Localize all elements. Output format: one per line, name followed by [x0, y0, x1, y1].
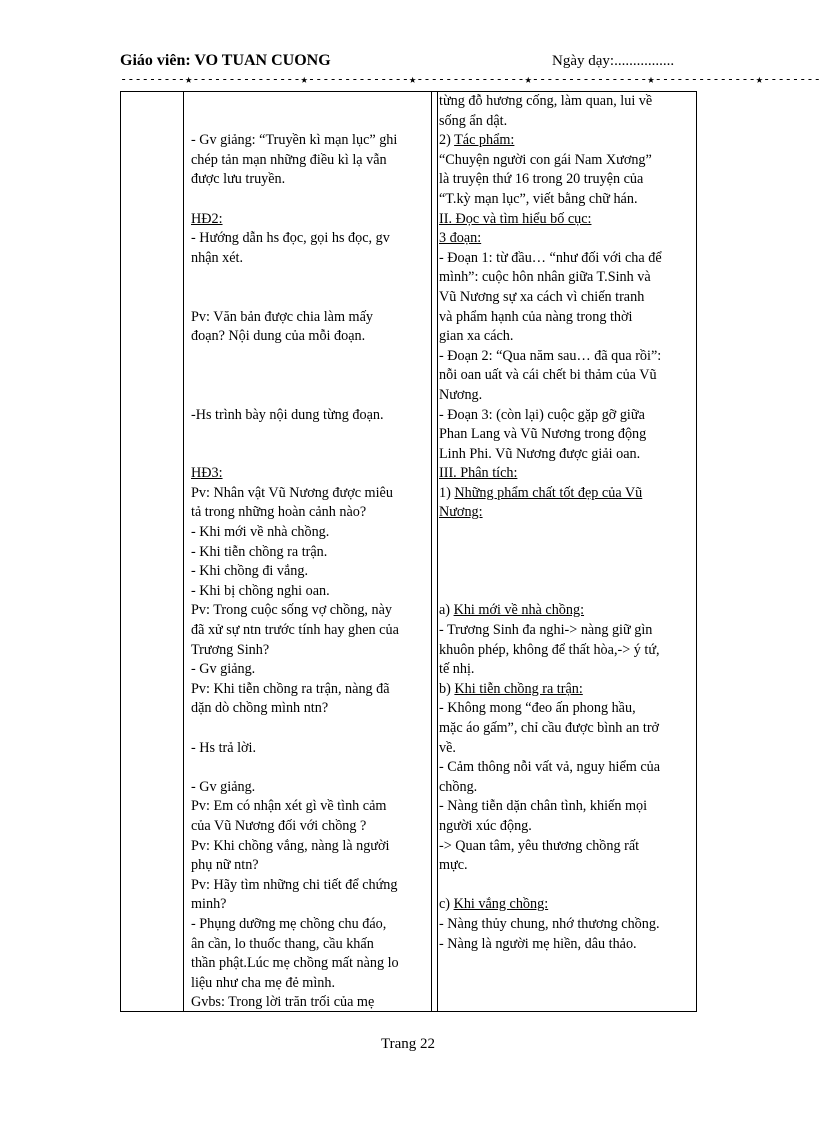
text-line: HĐ2: [191, 210, 223, 227]
text-line [191, 268, 399, 288]
text-line: - Đoạn 1: từ đầu… “như đối với cha để [439, 249, 662, 266]
text-line: - Hướng dẫn hs đọc, gọi hs đọc, gv [191, 230, 390, 247]
text-line [191, 366, 399, 386]
text-line: - Nàng thủy chung, nhớ thương chồng. [439, 915, 660, 932]
text-line [191, 445, 399, 465]
text-line [439, 543, 662, 563]
line-prefix: b) [439, 680, 455, 697]
text-line: mực. [439, 857, 468, 874]
text-line: của Vũ Nương đối với chồng ? [191, 817, 367, 834]
text-line: - Gv giảng: “Truyền kì mạn lục” ghi [191, 132, 398, 149]
text-line: thần phật.Lúc mẹ chồng mất nàng lo [191, 955, 399, 972]
text-line: Nương. [439, 386, 483, 403]
underlined-heading: Khi tiễn chồng ra trận: [454, 680, 583, 697]
text-line: chép tản mạn những điều kì lạ vẫn [191, 151, 387, 168]
column-divider [431, 92, 432, 1011]
text-line: Vũ Nương sự xa cách vì chiến tranh [439, 288, 645, 305]
text-line: dặn dò chồng mình ntn? [191, 700, 329, 717]
text-line: - Đoạn 3: (còn lại) cuộc gặp gỡ giữa [439, 406, 645, 423]
text-line: Linh Phi. Vũ Nương được giải oan. [439, 445, 641, 462]
text-line: - Khi mới về nhà chồng. [191, 524, 330, 541]
text-line: 3 đoạn: [439, 230, 482, 247]
underlined-heading: Khi mới về nhà chồng: [453, 602, 585, 619]
line-prefix: c) [439, 896, 454, 913]
text-line [439, 895, 662, 915]
lesson-table [120, 91, 697, 1012]
text-line: - Khi tiễn chồng ra trận. [191, 543, 328, 560]
text-line: và phẩm hạnh của nàng trong thời [439, 308, 633, 325]
text-line: tế nhị. [439, 661, 475, 678]
text-line [191, 758, 399, 778]
text-line: - Nàng tiễn dặn chân tình, khiến mọi [439, 798, 648, 815]
underlined-heading: Khi vắng chồng: [453, 896, 549, 913]
text-line: Pv: Nhân vật Vũ Nương được miêu [191, 484, 393, 501]
text-line [191, 719, 399, 739]
text-line: Pv: Hãy tìm những chi tiết để chứng [191, 876, 398, 893]
text-line: Pv: Em có nhận xét gì về tình cảm [191, 798, 387, 815]
column-divider [437, 92, 438, 1011]
text-line: nhận xét. [191, 249, 244, 266]
text-line: -> Quan tâm, yêu thương chồng rất [439, 837, 640, 854]
teacher-label: Giáo viên: VO TUAN CUONG [120, 52, 331, 69]
text-line: người xúc động. [439, 817, 532, 834]
page-header [120, 52, 700, 74]
text-line: là truyện thứ 16 trong 20 truyện của [439, 171, 644, 188]
text-line: được lưu truyền. [191, 171, 286, 188]
text-line: gian xa cách. [439, 328, 514, 345]
text-line: ân cần, lo thuốc thang, cầu khấn [191, 935, 374, 952]
text-line: - Khi bị chồng nghi oan. [191, 582, 330, 599]
text-line: phụ nữ ntn? [191, 857, 259, 874]
text-line: mình”: cuộc hôn nhân giữa T.Sinh và [439, 269, 651, 286]
text-line: nỗi oan uất và cái chết bi thảm của Vũ [439, 367, 657, 384]
text-line: từng đỗ hương cống, làm quan, lui về [439, 93, 653, 109]
text-line [191, 92, 399, 112]
text-line: Pv: Khi tiễn chồng ra trận, nàng đã [191, 680, 390, 697]
text-line [191, 386, 399, 406]
text-line: khuôn phép, không để thất hòa,-> ý tứ, [439, 641, 660, 658]
line-prefix: 1) [439, 484, 455, 501]
text-line: Pv: Văn bản được chia làm mấy [191, 308, 373, 325]
underlined-heading: Tác phẩm: [454, 132, 515, 149]
text-line [439, 601, 662, 621]
text-line: minh? [191, 896, 227, 913]
text-line: II. Đọc và tìm hiểu bố cục: [439, 210, 592, 227]
text-line [191, 347, 399, 367]
text-line: HĐ3: [191, 465, 223, 482]
text-line: Pv: Trong cuộc sống vợ chồng, này [191, 602, 393, 619]
text-line: Pv: Khi chồng vắng, nàng là người [191, 837, 390, 854]
text-line: - Không mong “đeo ấn phong hầu, [439, 700, 636, 717]
text-line: “T.kỳ mạn lục”, viết bằng chữ hán. [439, 190, 638, 207]
text-line [191, 425, 399, 445]
text-line: - Gv giảng. [191, 661, 256, 678]
text-line: chồng. [439, 778, 478, 795]
text-line [439, 523, 662, 543]
text-line: - Trương Sinh đa nghi-> nàng giữ gìn [439, 622, 653, 639]
text-line [439, 562, 662, 582]
text-line [439, 484, 662, 504]
text-line [439, 680, 662, 700]
teaching-date-label: Ngày dạy:................ [552, 53, 675, 69]
text-line [191, 288, 399, 308]
text-line: - Nàng là người mẹ hiền, dâu thảo. [439, 935, 637, 952]
text-line: Nương: [439, 504, 483, 521]
text-line: III. Phân tích: [439, 465, 518, 482]
text-line: - Khi chồng đi vắng. [191, 563, 309, 580]
text-line: - Phụng dưỡng mẹ chồng chu đáo, [191, 915, 387, 932]
text-line: đoạn? Nội dung của mỗi đoạn. [191, 328, 366, 345]
text-line: Phan Lang và Vũ Nương trong động [439, 426, 647, 443]
text-line: -Hs trình bày nội dung từng đoạn. [191, 406, 384, 423]
lesson-content-column [439, 92, 662, 954]
text-line [439, 876, 662, 896]
text-line [439, 131, 662, 151]
text-line [191, 112, 399, 132]
teacher-activities-column [191, 92, 399, 1013]
page-number: Trang 22 [380, 1036, 436, 1052]
text-line: - Hs trả lời. [191, 739, 257, 756]
line-prefix: 2) [439, 132, 455, 149]
star-divider: ---------★---------------★--------------★---------------★----------------★--------------★-------- [120, 72, 821, 86]
text-line: Trương Sinh? [191, 641, 270, 658]
text-line [439, 582, 662, 602]
text-line: - Cảm thông nỗi vất vả, nguy hiểm của [439, 759, 661, 776]
text-line: liệu như cha mẹ đẻ mình. [191, 974, 336, 991]
text-line: mặc áo gấm”, chỉ cầu được bình an trở [439, 720, 660, 736]
text-line: “Chuyện người con gái Nam Xương” [439, 151, 652, 168]
text-line: Gvbs: Trong lời trăn trối của mẹ [191, 994, 375, 1011]
column-divider [183, 92, 184, 1011]
underlined-heading: Những phẩm chất tốt đẹp của Vũ [454, 484, 643, 501]
line-prefix: a) [439, 602, 454, 619]
text-line [191, 190, 399, 210]
text-line: - Đoạn 2: “Qua năm sau… đã qua rồi”: [439, 347, 662, 364]
text-line: đã xử sự ntn trước tính hay ghen của [191, 622, 399, 639]
text-line: - Gv giảng. [191, 778, 256, 795]
text-line: về. [439, 739, 456, 756]
text-line: sống ẩn dật. [439, 112, 508, 129]
text-line: tả trong những hoàn cảnh nào? [191, 504, 367, 521]
